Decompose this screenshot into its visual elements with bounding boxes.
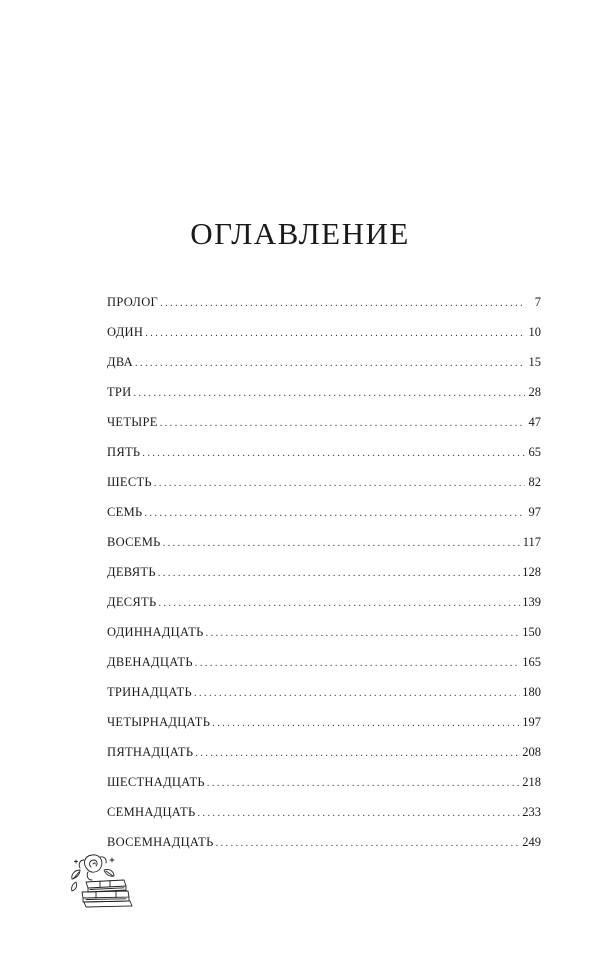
toc-entry[interactable] (107, 317, 541, 347)
toc-entry-label: ШЕСТЬ (107, 475, 152, 489)
toc-dot-leader (163, 529, 521, 559)
toc-entry-page-number: 65 (528, 445, 541, 459)
toc-dot-leader (142, 439, 525, 469)
toc-entry[interactable] (107, 407, 541, 437)
toc-entry[interactable] (107, 587, 541, 617)
toc-entry[interactable] (107, 827, 541, 857)
toc-entry-page-number: 10 (528, 325, 541, 339)
toc-entry-label: ВОСЕМЬ (107, 535, 161, 549)
toc-entry-label: ПРОЛОГ (107, 295, 159, 309)
toc-entry-page-number: 208 (522, 745, 541, 759)
toc-entry-page-number: 180 (522, 685, 541, 699)
toc-entry-label: ДВЕНАДЦАТЬ (107, 655, 193, 669)
toc-entry-label: ОДИН (107, 325, 144, 339)
toc-entry-page-number: 7 (534, 295, 541, 309)
toc-entry[interactable] (107, 437, 541, 467)
toc-entry[interactable] (107, 467, 541, 497)
toc-entry-page-number: 15 (528, 355, 541, 369)
toc-entry-page-number: 197 (522, 715, 541, 729)
toc-entry-label: ТРИНАДЦАТЬ (107, 685, 192, 699)
toc-dot-leader (197, 799, 520, 829)
toc-entry-page-number: 128 (522, 565, 541, 579)
toc-dot-leader (144, 499, 525, 529)
toc-dot-leader (145, 319, 525, 349)
toc-dot-leader (195, 649, 520, 679)
toc-entry-page-number: 97 (528, 505, 541, 519)
toc-entry-page-number: 218 (522, 775, 541, 789)
toc-entry-label: СЕМНАДЦАТЬ (107, 805, 196, 819)
toc-entry-page-number: 82 (528, 475, 541, 489)
toc-entry[interactable] (107, 737, 541, 767)
toc-entry[interactable] (107, 347, 541, 377)
toc-entry-page-number: 28 (528, 385, 541, 399)
toc-entry-page-number: 139 (522, 595, 541, 609)
toc-dot-leader (195, 739, 520, 769)
toc-dot-leader (160, 409, 525, 439)
toc-entry-label: ДЕСЯТЬ (107, 595, 157, 609)
toc-entry[interactable] (107, 647, 541, 677)
toc-entry[interactable] (107, 767, 541, 797)
toc-entry-page-number: 233 (522, 805, 541, 819)
toc-dot-leader (154, 469, 525, 499)
toc-entry[interactable] (107, 707, 541, 737)
toc-entry-label: ПЯТЬ (107, 445, 141, 459)
toc-entry-label: ТРИ (107, 385, 132, 399)
toc-entry-page-number: 165 (522, 655, 541, 669)
toc-dot-leader (158, 559, 520, 589)
rose-and-books-icon (66, 848, 140, 910)
toc-entry-label: ЧЕТЫРНАДЦАТЬ (107, 715, 211, 729)
toc-entry-label: ОДИННАДЦАТЬ (107, 625, 204, 639)
toc-entry-page-number: 117 (522, 535, 541, 549)
toc-entry-label: СЕМЬ (107, 505, 143, 519)
toc-entry[interactable] (107, 677, 541, 707)
toc-entry-label: ДВА (107, 355, 134, 369)
toc-entry-page-number: 47 (528, 415, 541, 429)
toc-dot-leader (134, 379, 525, 409)
toc-entry[interactable] (107, 497, 541, 527)
toc-dot-leader (158, 589, 520, 619)
toc-dot-leader (160, 289, 525, 319)
toc-entry-label: ПЯТНАДЦАТЬ (107, 745, 194, 759)
toc-dot-leader (207, 769, 520, 799)
toc-entry[interactable] (107, 287, 541, 317)
toc-entry[interactable] (107, 797, 541, 827)
toc-dot-leader (135, 349, 525, 379)
toc-entry-label: ЧЕТЫРЕ (107, 415, 158, 429)
toc-dot-leader (194, 679, 520, 709)
toc-entry-page-number: 150 (522, 625, 541, 639)
toc-entry-label: ШЕСТНАДЦАТЬ (107, 775, 205, 789)
toc-entry[interactable] (107, 557, 541, 587)
toc-entry-page-number: 249 (522, 835, 541, 849)
page-title: ОГЛАВЛЕНИЕ (190, 216, 410, 251)
toc-entry[interactable] (107, 377, 541, 407)
toc-entry-label: ДЕВЯТЬ (107, 565, 156, 579)
table-of-contents (107, 287, 541, 857)
toc-dot-leader (212, 709, 520, 739)
toc-entry[interactable] (107, 617, 541, 647)
toc-entry-label: ВОСЕМНАДЦАТЬ (107, 835, 214, 849)
toc-entry[interactable] (107, 527, 541, 557)
toc-dot-leader (206, 619, 521, 649)
toc-dot-leader (216, 829, 521, 859)
